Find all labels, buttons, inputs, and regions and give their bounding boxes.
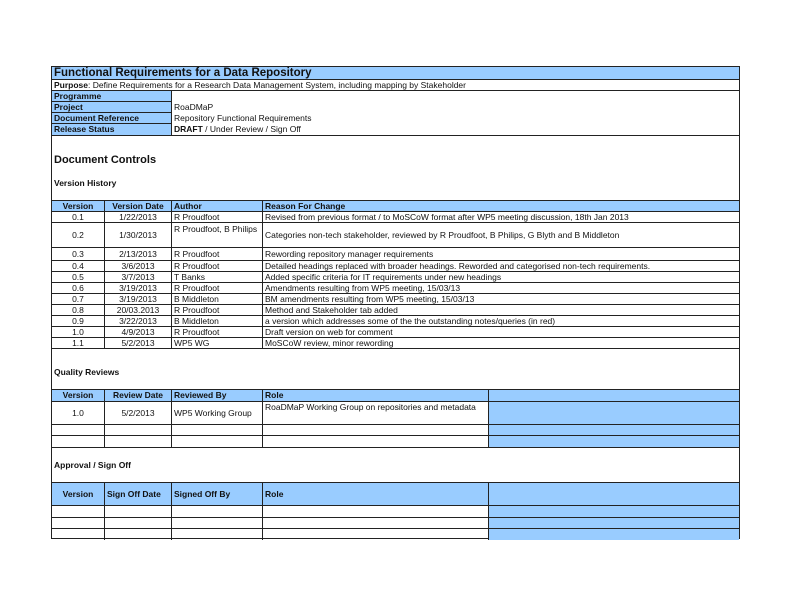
release-status-options: / Under Review / Sign Off — [202, 124, 301, 134]
table-row-role: RoaDMaP Working Group on repositories and metadata — [263, 402, 489, 425]
table-row-author: R Proudfoot — [172, 248, 263, 261]
table-row-date: 1/22/2013 — [105, 212, 172, 223]
table-row-version: 0.2 — [52, 223, 105, 248]
table-row-date — [105, 425, 172, 436]
field-value-project: RoaDMaP — [174, 102, 214, 112]
table-row-date: 3/6/2013 — [105, 261, 172, 272]
table-row-version: 0.1 — [52, 212, 105, 223]
purpose-text: : Define Requirements for a Research Data Management System, including mapping by Stakeholder — [88, 80, 466, 90]
version-history-table — [52, 200, 739, 348]
col-version: Version — [52, 201, 105, 212]
extra-column-cell — [489, 506, 739, 518]
table-row-author: R Proudfoot — [172, 283, 263, 294]
quality-reviews-table — [52, 389, 739, 418]
table-row-version — [52, 436, 105, 448]
table-row-version — [52, 425, 105, 436]
table-row-reason: Revised from previous format / to MoSCoW format after WP5 meeting discussion, 18th Jan 2013 — [263, 212, 739, 223]
table-row-signed-by — [172, 518, 263, 529]
extra-column-cell — [489, 402, 739, 425]
table-row-date — [105, 436, 172, 448]
col-version: Version — [52, 483, 105, 506]
table-row-version — [52, 518, 105, 529]
table-row-version: 0.4 — [52, 261, 105, 272]
table-row-version: 0.8 — [52, 305, 105, 316]
table-row-version: 0.3 — [52, 248, 105, 261]
table-row-date — [105, 529, 172, 540]
table-row-reason: a version which addresses some of the the outstanding notes/queries (in red) — [263, 316, 739, 327]
table-row-reviewed-by — [172, 436, 263, 448]
table-row-date: 2/13/2013 — [105, 248, 172, 261]
purpose-label: Purpose — [54, 80, 89, 90]
document-sheet — [51, 66, 740, 539]
table-row-date — [105, 518, 172, 529]
table-row-reason: Detailed headings replaced with broader headings. Reworded and categorised non-tech requirements. — [263, 261, 739, 272]
version-history-heading: Version History — [54, 178, 117, 188]
table-row-role — [263, 425, 489, 436]
field-label-programme: Programme — [52, 91, 172, 102]
header-divider — [52, 135, 739, 136]
table-row-reason: MoSCoW review, minor rewording — [263, 338, 739, 349]
approval-heading: Approval / Sign Off — [54, 460, 131, 470]
table-row-version: 1.1 — [52, 338, 105, 349]
table-row-reviewed-by: WP5 Working Group — [172, 402, 263, 425]
table-row-date: 5/2/2013 — [105, 338, 172, 349]
table-row-version: 0.7 — [52, 294, 105, 305]
table-row-reason: BM amendments resulting from WP5 meeting, 15/03/13 — [263, 294, 739, 305]
table-row-version: 0.9 — [52, 316, 105, 327]
table-row-date: 20/03.2013 — [105, 305, 172, 316]
table-row-reason: Draft version on web for comment — [263, 327, 739, 338]
table-row-version — [52, 529, 105, 540]
quality-reviews-heading: Quality Reviews — [54, 367, 120, 377]
table-row-date: 5/2/2013 — [105, 402, 172, 425]
extra-column-cell — [489, 425, 739, 436]
extra-column-cell — [489, 518, 739, 529]
table-row-version: 0.6 — [52, 283, 105, 294]
col-role: Role — [263, 483, 489, 506]
table-row-version — [52, 506, 105, 518]
field-label-release-status: Release Status — [52, 124, 172, 136]
table-row-version: 1.0 — [52, 327, 105, 338]
col-review-date: Review Date — [105, 390, 172, 402]
table-row-signed-by — [172, 506, 263, 518]
table-row-author: T Banks — [172, 272, 263, 283]
extra-column-cell — [489, 529, 739, 540]
field-value-document-reference: Repository Functional Requirements — [174, 113, 312, 123]
table-row-reason: Rewording repository manager requirements — [263, 248, 739, 261]
col-role: Role — [263, 390, 489, 402]
table-row-role — [263, 529, 489, 540]
table-row-date: 3/19/2013 — [105, 283, 172, 294]
table-row-author: R Proudfoot — [172, 212, 263, 223]
table-row-reason: Categories non-tech stakeholder, reviewed by R Proudfoot, B Philips, G Blyth and B Middleton — [263, 223, 739, 248]
table-row-date: 3/19/2013 — [105, 294, 172, 305]
table-row-author: WP5 WG — [172, 338, 263, 349]
table-row-role — [263, 518, 489, 529]
table-row-author: R Proudfoot — [172, 327, 263, 338]
table-row-version: 0.5 — [52, 272, 105, 283]
table-row-author: R Proudfoot — [172, 305, 263, 316]
table-row-date: 3/22/2013 — [105, 316, 172, 327]
document-controls-heading: Document Controls — [54, 154, 157, 166]
field-label-document-reference: Document Reference — [52, 113, 172, 124]
table-row-version: 1.0 — [52, 402, 105, 425]
extra-column-cell — [489, 436, 739, 448]
col-reviewed-by: Reviewed By — [172, 390, 263, 402]
table-row-date: 4/9/2013 — [105, 327, 172, 338]
table-row-author: R Proudfoot, B Philips — [172, 223, 263, 248]
col-sign-off-date: Sign Off Date — [105, 483, 172, 506]
col-version-date: Version Date — [105, 201, 172, 212]
col-reason: Reason For Change — [263, 201, 739, 212]
field-value-programme — [172, 91, 739, 102]
table-row-reason: Amendments resulting from WP5 meeting, 15/03/13 — [263, 283, 739, 294]
table-row-signed-by — [172, 529, 263, 540]
purpose-row — [52, 80, 739, 91]
table-row-author: R Proudfoot — [172, 261, 263, 272]
table-row-author: B Middleton — [172, 316, 263, 327]
extra-column-header — [489, 483, 739, 506]
field-label-project: Project — [52, 102, 172, 113]
table-row-author: B Middleton — [172, 294, 263, 305]
table-row-date: 3/7/2013 — [105, 272, 172, 283]
table-row-role — [263, 436, 489, 448]
extra-column-header — [489, 390, 739, 402]
col-author: Author — [172, 201, 263, 212]
table-row-date — [105, 506, 172, 518]
table-row-reviewed-by — [172, 425, 263, 436]
table-row-reason: Added specific criteria for IT requirements under new headings — [263, 272, 739, 283]
document-title: Functional Requirements for a Data Repository — [52, 67, 739, 80]
release-status-draft: DRAFT — [174, 124, 203, 134]
col-signed-off-by: Signed Off By — [172, 483, 263, 506]
approval-table — [52, 482, 739, 499]
col-version: Version — [52, 390, 105, 402]
table-row-date: 1/30/2013 — [105, 223, 172, 248]
table-row-role — [263, 506, 489, 518]
table-row-reason: Method and Stakeholder tab added — [263, 305, 739, 316]
